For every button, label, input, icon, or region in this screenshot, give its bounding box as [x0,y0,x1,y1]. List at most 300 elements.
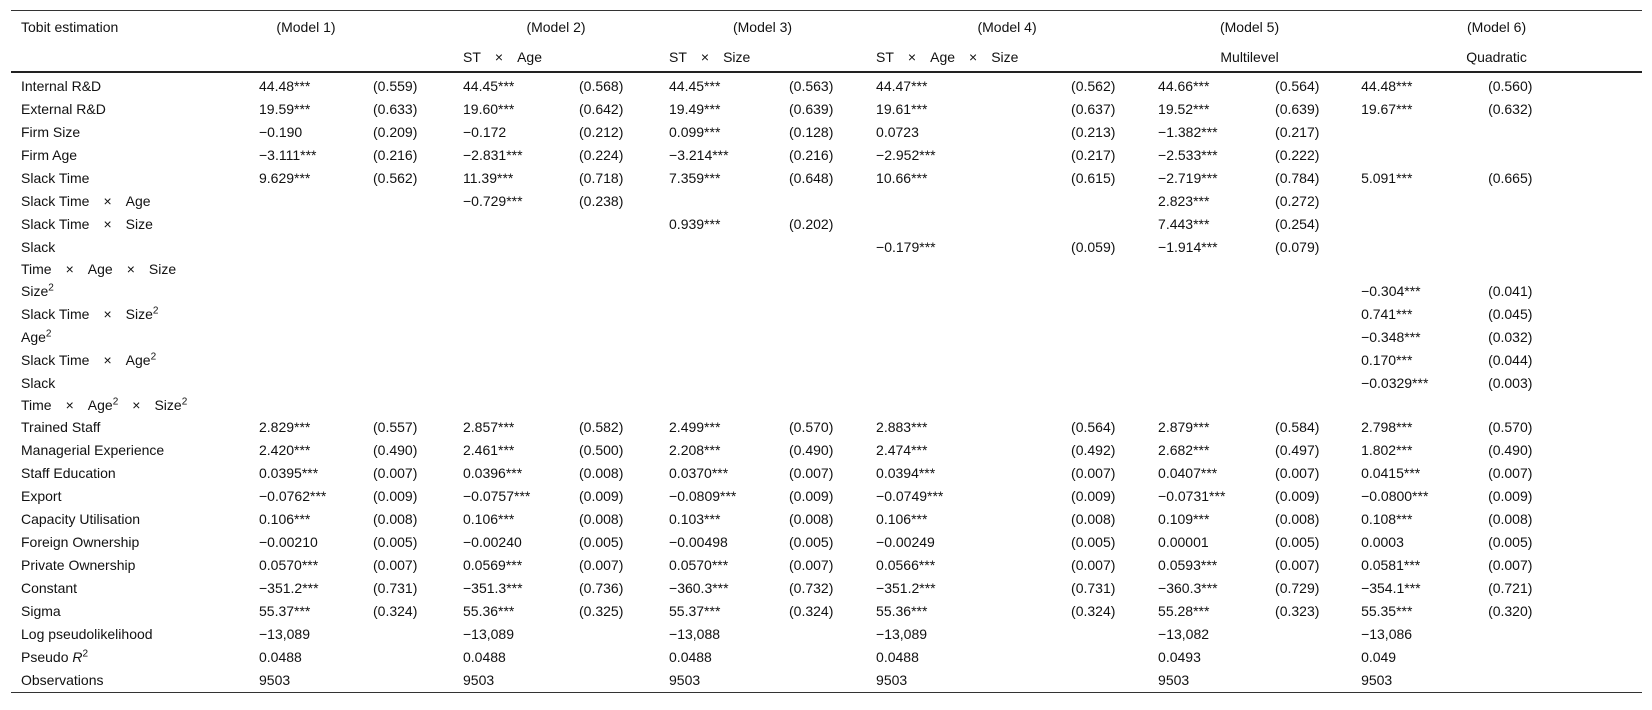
coef-cell-model-2: −13,089 [463,626,514,642]
table-row-log-pseudolikelihood [11,623,1642,646]
std-error-cell-model-2 [569,623,659,646]
coef-cell-model-1: 2.829*** [259,419,311,435]
std-error-cell-model-3 [779,349,866,372]
std-error-cell-model-4: (0.008) [1071,511,1116,527]
coef-cell-model-3: 19.49*** [669,101,721,117]
std-error-cell-model-4: (0.007) [1071,557,1116,573]
coef-cell-model-5: 0.00001 [1158,534,1209,550]
std-error-cell-model-6: (0.044) [1488,352,1533,368]
coef-cell-model-6: 0.741*** [1361,306,1413,322]
std-error-cell-model-4: (0.217) [1071,147,1116,163]
coef-cell-model-2: 0.0569*** [463,557,523,573]
coef-cell-model-3 [659,326,779,349]
coef-cell-model-6: −354.1*** [1361,580,1421,596]
table-body [11,72,1642,693]
coef-cell-model-4: 0.0566*** [876,557,936,573]
std-error-cell-model-2: (0.238) [579,193,624,209]
coef-cell-model-1: 44.48*** [259,78,311,94]
coef-cell-model-5: 0.109*** [1158,511,1210,527]
coef-cell-model-3: 2.208*** [669,442,721,458]
std-error-cell-model-3 [779,280,866,303]
std-error-cell-model-4 [1061,669,1148,693]
row-label: Staff Education [21,465,116,481]
std-error-cell-model-1 [363,303,453,326]
coef-cell-model-1: −0.0762*** [259,488,327,504]
row-label: Slack Time [21,170,90,186]
coef-cell-model-4: −0.179*** [876,239,936,255]
std-error-cell-model-5 [1265,669,1351,693]
row-label: Export [21,488,62,504]
coef-cell-model-1: −351.2*** [259,580,319,596]
std-error-cell-model-3: (0.008) [789,511,834,527]
table-row-slack-time-age2-size2 [11,372,1642,416]
coef-cell-model-4: −351.2*** [876,580,936,596]
std-error-cell-model-2 [569,372,659,416]
coef-cell-model-6: 19.67*** [1361,101,1413,117]
std-error-cell-model-3: (0.639) [789,101,834,117]
std-error-cell-model-2 [569,213,659,236]
std-error-cell-model-1 [363,326,453,349]
std-error-cell-model-2: (0.568) [579,78,624,94]
std-error-cell-model-4: (0.213) [1071,124,1116,140]
coef-cell-model-2: −0.0757*** [463,488,531,504]
std-error-cell-model-1: (0.731) [373,580,418,596]
coef-cell-model-5: 7.443*** [1158,216,1210,232]
std-error-cell-model-5 [1265,372,1351,416]
coef-cell-model-6: −0.0800*** [1361,488,1429,504]
coef-cell-model-3 [659,349,779,372]
tobit-estimation-table [11,10,1642,693]
model-4-spec: ST × Age × Size [876,49,1019,65]
std-error-cell-model-2 [569,236,659,280]
coef-cell-model-4 [866,303,1061,326]
coef-cell-model-3 [659,190,779,213]
row-label: Firm Size [21,124,81,140]
coef-cell-model-4 [866,280,1061,303]
std-error-cell-model-5: (0.272) [1275,193,1320,209]
std-error-cell-model-1 [363,190,453,213]
coef-cell-model-1 [249,190,363,213]
coef-cell-model-3: 2.499*** [669,419,721,435]
coef-cell-model-1 [249,372,363,416]
table-row-slack-time-age [11,190,1642,213]
std-error-cell-model-5: (0.008) [1275,511,1320,527]
table-row-firm-size [11,121,1642,144]
coef-cell-model-3: −360.3*** [669,580,729,596]
std-error-cell-model-5: (0.217) [1275,124,1320,140]
std-error-cell-model-6: (0.721) [1488,580,1533,596]
coef-cell-model-2: 0.0488 [463,649,506,665]
coef-cell-model-2: −0.172 [463,124,507,140]
std-error-cell-model-4 [1061,372,1148,416]
row-label: Firm Age [21,147,78,163]
row-label: Sigma [21,603,61,619]
std-error-cell-model-4: (0.492) [1071,442,1116,458]
coef-cell-model-5: 2.823*** [1158,193,1210,209]
std-error-cell-model-4: (0.324) [1071,603,1116,619]
coef-cell-model-6: 0.0003 [1361,534,1404,550]
coef-cell-model-6: −0.0329*** [1361,375,1429,391]
coef-cell-model-3: 0.103*** [669,511,721,527]
coef-cell-model-6 [1351,213,1478,236]
table-row-observations [11,669,1642,693]
coef-cell-model-1: −13,089 [259,626,310,642]
std-error-cell-model-1 [363,280,453,303]
std-error-cell-model-1: (0.324) [373,603,418,619]
std-error-cell-model-6: (0.570) [1488,419,1533,435]
coef-cell-model-5: 0.0493 [1158,649,1201,665]
std-error-cell-model-3: (0.216) [789,147,834,163]
row-label: Observations [21,672,104,688]
std-error-cell-model-2: (0.500) [579,442,624,458]
std-error-cell-model-1: (0.562) [373,170,418,186]
coef-cell-model-1 [249,349,363,372]
coef-cell-model-2: −2.831*** [463,147,523,163]
std-error-cell-model-3 [779,669,866,693]
std-error-cell-model-6 [1478,144,1642,167]
table-row-slack-time-size2 [11,303,1642,326]
std-error-cell-model-4 [1061,190,1148,213]
coef-cell-model-6: −13,086 [1361,626,1413,642]
coef-cell-model-1 [249,213,363,236]
model-1-header: (Model 1) [276,19,336,35]
coef-cell-model-2 [453,213,569,236]
coef-cell-model-4: 0.106*** [876,511,928,527]
coef-cell-model-1: 19.59*** [259,101,311,117]
model-2-header: (Model 2) [526,19,586,35]
std-error-cell-model-5: (0.784) [1275,170,1320,186]
coef-cell-model-2 [453,349,569,372]
coef-cell-model-4 [866,349,1061,372]
coef-cell-model-3: −3.214*** [669,147,729,163]
coef-cell-model-4 [866,326,1061,349]
row-label: Slack Time × Age × Size [21,239,177,277]
std-error-cell-model-2: (0.325) [579,603,624,619]
std-error-cell-model-3 [779,236,866,280]
coef-cell-model-4: 44.47*** [876,78,928,94]
std-error-cell-model-1 [363,623,453,646]
row-label: Trained Staff [21,419,101,435]
coef-cell-model-6: −0.304*** [1361,283,1421,299]
coef-cell-model-4: 0.0723 [876,124,919,140]
std-error-cell-model-3 [779,372,866,416]
coef-cell-model-6: 0.049 [1361,649,1397,665]
std-error-cell-model-4 [1061,303,1148,326]
std-error-cell-model-3: (0.007) [789,465,834,481]
std-error-cell-model-2 [569,326,659,349]
std-error-cell-model-5 [1265,326,1351,349]
std-error-cell-model-6: (0.490) [1488,442,1533,458]
coef-cell-model-3: −0.00498 [669,534,728,550]
regression-table-container [11,10,1642,693]
model-4-header: (Model 4) [977,19,1037,35]
std-error-cell-model-6: (0.665) [1488,170,1533,186]
row-label: Age$^2$ [21,328,52,345]
std-error-cell-model-2: (0.008) [579,465,624,481]
coef-cell-model-4 [866,190,1061,213]
std-error-cell-model-5: (0.005) [1275,534,1320,550]
row-label: Constant [21,580,78,596]
table-row-slack-time-age-size [11,236,1642,280]
coef-cell-model-5: −13,082 [1158,626,1210,642]
row-label: Private Ownership [21,557,136,573]
table-corner-label: Tobit estimation [21,19,119,35]
table-row-foreign-ownership [11,531,1642,554]
std-error-cell-model-3: (0.128) [789,124,834,140]
std-error-cell-model-4 [1061,213,1148,236]
model-3-spec: ST × Size [669,49,751,65]
std-error-cell-model-6 [1478,121,1642,144]
coef-cell-model-4 [866,213,1061,236]
std-error-cell-model-6: (0.041) [1488,283,1533,299]
coef-cell-model-5 [1148,280,1265,303]
std-error-cell-model-1 [363,349,453,372]
std-error-cell-model-5: (0.564) [1275,78,1320,94]
std-error-cell-model-1: (0.009) [373,488,418,504]
coef-cell-model-1: −3.111*** [259,147,317,163]
coef-cell-model-2 [453,236,569,280]
table-row-slack-time-age2 [11,349,1642,372]
coef-cell-model-2: 0.106*** [463,511,515,527]
std-error-cell-model-3: (0.570) [789,419,834,435]
table-row-capacity-utilisation [11,508,1642,531]
std-error-cell-model-2: (0.736) [579,580,624,596]
coef-cell-model-6: 1.802*** [1361,442,1413,458]
table-row-export [11,485,1642,508]
coef-cell-model-1 [249,303,363,326]
coef-cell-model-6 [1351,121,1478,144]
std-error-cell-model-4: (0.637) [1071,101,1116,117]
coef-cell-model-3: 0.0370*** [669,465,729,481]
coef-cell-model-4: 10.66*** [876,170,928,186]
coef-cell-model-5: −2.719*** [1158,170,1218,186]
coef-cell-model-6: 9503 [1361,672,1393,688]
coef-cell-model-4: 19.61*** [876,101,928,117]
std-error-cell-model-5: (0.222) [1275,147,1320,163]
coef-cell-model-4: −13,089 [876,626,928,642]
table-row-size2 [11,280,1642,303]
header-row-models [11,11,1642,44]
std-error-cell-model-6 [1478,213,1642,236]
coef-cell-model-2 [453,326,569,349]
coef-cell-model-5 [1148,349,1265,372]
coef-cell-model-3 [659,236,779,280]
std-error-cell-model-5: (0.079) [1275,239,1320,255]
model-6-header: (Model 6) [1467,19,1527,35]
model-2-spec: ST × Age [463,49,542,65]
std-error-cell-model-5: (0.639) [1275,101,1320,117]
row-label: External R&D [21,101,106,117]
std-error-cell-model-2 [569,280,659,303]
row-label: Size$^2$ [21,282,54,299]
coef-cell-model-3 [659,280,779,303]
coef-cell-model-3: 55.37*** [669,603,721,619]
model-3-header: (Model 3) [732,19,793,35]
std-error-cell-model-4: (0.007) [1071,465,1116,481]
coef-cell-model-5: −0.0731*** [1158,488,1226,504]
table-row-pseudo-r2 [11,646,1642,669]
coef-cell-model-5: −1.914*** [1158,239,1218,255]
std-error-cell-model-5 [1265,623,1351,646]
std-error-cell-model-1: (0.559) [373,78,418,94]
std-error-cell-model-1: (0.007) [373,557,418,573]
coef-cell-model-3: 0.0570*** [669,557,729,573]
coef-cell-model-4: −2.952*** [876,147,936,163]
std-error-cell-model-4 [1061,646,1148,669]
row-label: Log pseudolikelihood [21,626,153,642]
header-row-specs [11,43,1642,72]
coef-cell-model-1 [249,326,363,349]
std-error-cell-model-4: (0.564) [1071,419,1116,435]
std-error-cell-model-1: (0.008) [373,511,418,527]
std-error-cell-model-1: (0.557) [373,419,418,435]
std-error-cell-model-2: (0.718) [579,170,624,186]
std-error-cell-model-1 [363,646,453,669]
std-error-cell-model-5: (0.254) [1275,216,1320,232]
std-error-cell-model-6: (0.632) [1488,101,1533,117]
coef-cell-model-5 [1148,303,1265,326]
coef-cell-model-4: −0.00249 [876,534,935,550]
std-error-cell-model-4 [1061,280,1148,303]
std-error-cell-model-6 [1478,646,1642,669]
std-error-cell-model-2: (0.224) [579,147,624,163]
coef-cell-model-2: 2.461*** [463,442,515,458]
std-error-cell-model-4: (0.005) [1071,534,1116,550]
std-error-cell-model-6: (0.560) [1488,78,1533,94]
model-5-spec: Multilevel [1220,49,1279,65]
coef-cell-model-4: 0.0394*** [876,465,936,481]
coef-cell-model-6: 0.170*** [1361,352,1413,368]
std-error-cell-model-5: (0.729) [1275,580,1320,596]
coef-cell-model-2: 11.39*** [463,170,514,186]
coef-cell-model-3 [659,303,779,326]
std-error-cell-model-5 [1265,646,1351,669]
std-error-cell-model-6: (0.032) [1488,329,1533,345]
coef-cell-model-3: 9503 [669,672,701,688]
row-label: Foreign Ownership [21,534,140,550]
coef-cell-model-3: 0.939*** [669,216,721,232]
table-row-slack-time-size [11,213,1642,236]
std-error-cell-model-2 [569,349,659,372]
std-error-cell-model-3: (0.007) [789,557,834,573]
std-error-cell-model-6: (0.007) [1488,465,1533,481]
table-row-external-r-d [11,98,1642,121]
row-label: Pseudo $R^2$ [21,648,89,665]
std-error-cell-model-1: (0.005) [373,534,418,550]
std-error-cell-model-1 [363,372,453,416]
coef-cell-model-3: 0.099*** [669,124,721,140]
std-error-cell-model-4 [1061,623,1148,646]
table-row-slack-time [11,167,1642,190]
model-6-spec: Quadratic [1466,49,1527,65]
std-error-cell-model-6: (0.005) [1488,534,1533,550]
coef-cell-model-1: 0.0488 [259,649,302,665]
coef-cell-model-1 [249,236,363,280]
std-error-cell-model-3: (0.202) [789,216,834,232]
coef-cell-model-1: 9503 [259,672,291,688]
table-row-constant [11,577,1642,600]
coef-cell-model-4: 2.474*** [876,442,928,458]
coef-cell-model-6: 0.108*** [1361,511,1413,527]
coef-cell-model-4: 2.883*** [876,419,928,435]
std-error-cell-model-6 [1478,623,1642,646]
std-error-cell-model-5: (0.584) [1275,419,1320,435]
std-error-cell-model-4: (0.731) [1071,580,1116,596]
std-error-cell-model-5 [1265,349,1351,372]
table-row-staff-education [11,462,1642,485]
coef-cell-model-5: −360.3*** [1158,580,1218,596]
std-error-cell-model-1: (0.633) [373,101,418,117]
coef-cell-model-3 [659,372,779,416]
std-error-cell-model-3: (0.563) [789,78,834,94]
std-error-cell-model-3: (0.324) [789,603,834,619]
coef-cell-model-2: −0.729*** [463,193,523,209]
coef-cell-model-3: 0.0488 [669,649,712,665]
std-error-cell-model-2: (0.005) [579,534,624,550]
coef-cell-model-5: 2.879*** [1158,419,1210,435]
coef-cell-model-5: −2.533*** [1158,147,1218,163]
std-error-cell-model-2: (0.008) [579,511,624,527]
coef-cell-model-2 [453,280,569,303]
std-error-cell-model-6: (0.045) [1488,306,1533,322]
table-row-age2 [11,326,1642,349]
std-error-cell-model-3: (0.009) [789,488,834,504]
coef-cell-model-5: 0.0407*** [1158,465,1218,481]
std-error-cell-model-3: (0.490) [789,442,834,458]
coef-cell-model-6: 0.0415*** [1361,465,1421,481]
coef-cell-model-1: 0.0570*** [259,557,319,573]
coef-cell-model-2: 2.857*** [463,419,515,435]
coef-cell-model-5 [1148,372,1265,416]
std-error-cell-model-5: (0.007) [1275,557,1320,573]
coef-cell-model-6: 55.35*** [1361,603,1413,619]
coef-cell-model-5: 0.0593*** [1158,557,1218,573]
coef-cell-model-1: −0.00210 [259,534,318,550]
std-error-cell-model-2: (0.009) [579,488,624,504]
row-label: Capacity Utilisation [21,511,141,527]
std-error-cell-model-6: (0.009) [1488,488,1533,504]
std-error-cell-model-5 [1265,303,1351,326]
std-error-cell-model-2 [569,303,659,326]
std-error-cell-model-3: (0.005) [789,534,834,550]
std-error-cell-model-2: (0.212) [579,124,624,140]
coef-cell-model-4: 0.0488 [876,649,919,665]
row-label: Internal R&D [21,78,102,94]
std-error-cell-model-5: (0.497) [1275,442,1320,458]
row-label: Slack Time × Size$^2$ [21,305,159,322]
table-row-trained-staff [11,416,1642,439]
model-1-spec [249,43,363,72]
coef-cell-model-6 [1351,236,1478,280]
model-5-header: (Model 5) [1219,19,1280,35]
std-error-cell-model-6: (0.007) [1488,557,1533,573]
std-error-cell-model-3: (0.648) [789,170,834,186]
coef-cell-model-6: −0.348*** [1361,329,1421,345]
coef-cell-model-3: 7.359*** [669,170,721,186]
coef-cell-model-3: −13,088 [669,626,721,642]
coef-cell-model-6 [1351,144,1478,167]
coef-cell-model-1: 0.0395*** [259,465,319,481]
std-error-cell-model-1 [363,669,453,693]
std-error-cell-model-4: (0.009) [1071,488,1116,504]
coef-cell-model-6 [1351,190,1478,213]
coef-cell-model-1: 0.106*** [259,511,311,527]
coef-cell-model-2: −0.00240 [463,534,522,550]
coef-cell-model-6: 2.798*** [1361,419,1413,435]
coef-cell-model-2: 44.45*** [463,78,515,94]
std-error-cell-model-4: (0.059) [1071,239,1116,255]
coef-cell-model-4: −0.0749*** [876,488,944,504]
